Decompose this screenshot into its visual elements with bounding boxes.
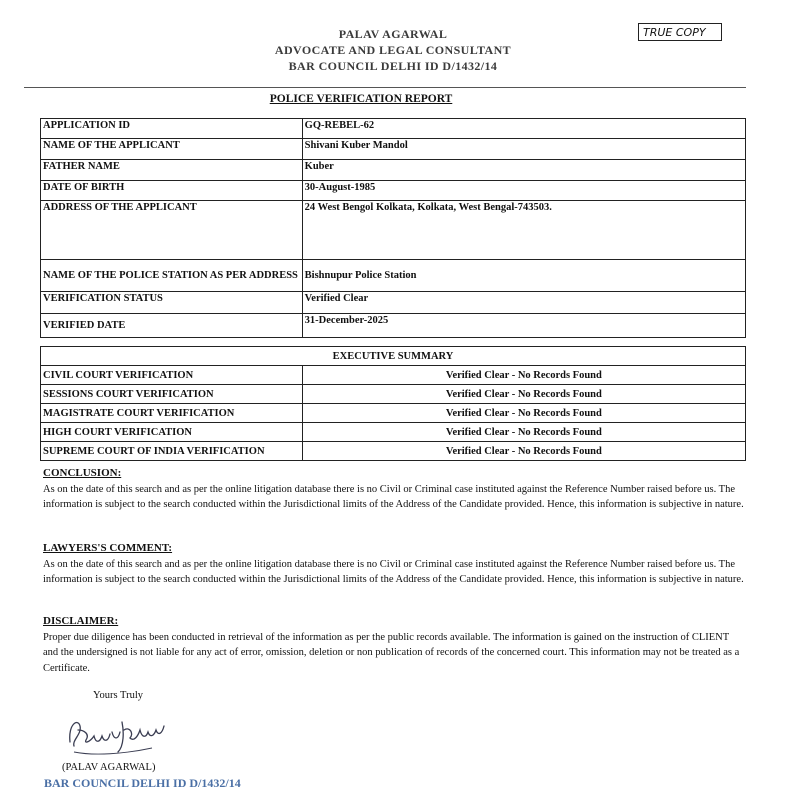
detail-label: ADDRESS OF THE APPLICANT [41,201,303,260]
detail-label: VERIFICATION STATUS [41,292,303,314]
detail-label: NAME OF THE POLICE STATION AS PER ADDRESS [41,260,303,292]
detail-value: Kuber [302,160,745,181]
table-row [41,160,746,181]
signature-image [64,712,168,758]
detail-label: NAME OF THE APPLICANT [41,139,303,160]
table-row [41,404,746,423]
detail-value: Bishnupur Police Station [302,260,745,292]
conclusion-heading: CONCLUSION: [43,467,122,479]
summary-label: CIVIL COURT VERIFICATION [41,366,303,385]
table-row [41,366,746,385]
disclaimer-text: Proper due diligence has been conducted in retrieval of the information as per the public records available. The information is gained on the instruction of CLIENT and the undersigned is not liable for any act of error, omission, deletion or non publication of records of the concerned court. This information may not be treated as a Certificate. [43,631,740,674]
header-divider [24,87,746,88]
table-row [41,347,746,366]
true-copy-stamp: TRUE COPY [638,23,722,41]
summary-value: Verified Clear - No Records Found [302,385,745,404]
detail-value: 30-August-1985 [302,181,745,201]
table-row [41,119,746,139]
detail-value: 24 West Bengol Kolkata, Kolkata, West Bengal-743503. [302,201,745,260]
detail-value: 31-December-2025 [302,314,745,338]
lawyers-comment-heading: LAWYERS'S COMMENT: [43,542,173,554]
table-row [41,181,746,201]
lawyers-comment-section [43,541,746,588]
table-row [41,292,746,314]
disclaimer-heading: DISCLAIMER: [43,615,119,627]
signoff-bar-id: BAR COUNCIL DELHI ID D/1432/14 [44,776,241,790]
table-row [41,423,746,442]
detail-label: FATHER NAME [41,160,303,181]
summary-label: SESSIONS COURT VERIFICATION [41,385,303,404]
detail-label: APPLICATION ID [41,119,303,139]
table-row [41,260,746,292]
summary-value: Verified Clear - No Records Found [302,366,745,385]
executive-summary-table [40,346,746,461]
detail-label: VERIFIED DATE [41,314,303,338]
summary-label: MAGISTRATE COURT VERIFICATION [41,404,303,423]
closing-text: Yours Truly [93,690,144,701]
report-title: POLICE VERIFICATION REPORT [269,93,453,105]
conclusion-section [43,466,746,513]
disclaimer-section [43,614,746,676]
detail-value: GQ-REBEL-62 [302,119,745,139]
letterhead-name: PALAV AGARWAL [338,27,448,41]
detail-value: Shivani Kuber Mandol [302,139,745,160]
printed-name: (PALAV AGARWAL) [62,762,156,773]
executive-summary-heading: EXECUTIVE SUMMARY [41,347,746,366]
detail-label: DATE OF BIRTH [41,181,303,201]
lawyers-comment-text: As on the date of this search and as per the online litigation database there is no Civil or Criminal case instituted against the Reference Number raised before us. The information is subject to the search conducted within the Jurisdictional limits of the Address of the Candidate provided. Hence, this information is subjective in nature. [43,558,744,585]
summary-label: SUPREME COURT OF INDIA VERIFICATION [41,442,303,461]
detail-value: Verified Clear [302,292,745,314]
summary-value: Verified Clear - No Records Found [302,442,745,461]
table-row [41,139,746,160]
table-row [41,201,746,260]
conclusion-text: As on the date of this search and as per the online litigation database there is no Civil or Criminal case instituted against the Reference Number raised before us. The information is subject to the search conducted within the Jurisdictional limits of the Address of the Candidate provided. Hence, this information is subjective in nature. [43,483,744,510]
letterhead-designation: ADVOCATE AND LEGAL CONSULTANT [274,43,512,57]
table-row [41,442,746,461]
applicant-details-table [40,118,746,338]
letterhead-bar-id: BAR COUNCIL DELHI ID D/1432/14 [288,59,498,73]
summary-value: Verified Clear - No Records Found [302,404,745,423]
table-row [41,314,746,338]
summary-label: HIGH COURT VERIFICATION [41,423,303,442]
summary-value: Verified Clear - No Records Found [302,423,745,442]
table-row [41,385,746,404]
